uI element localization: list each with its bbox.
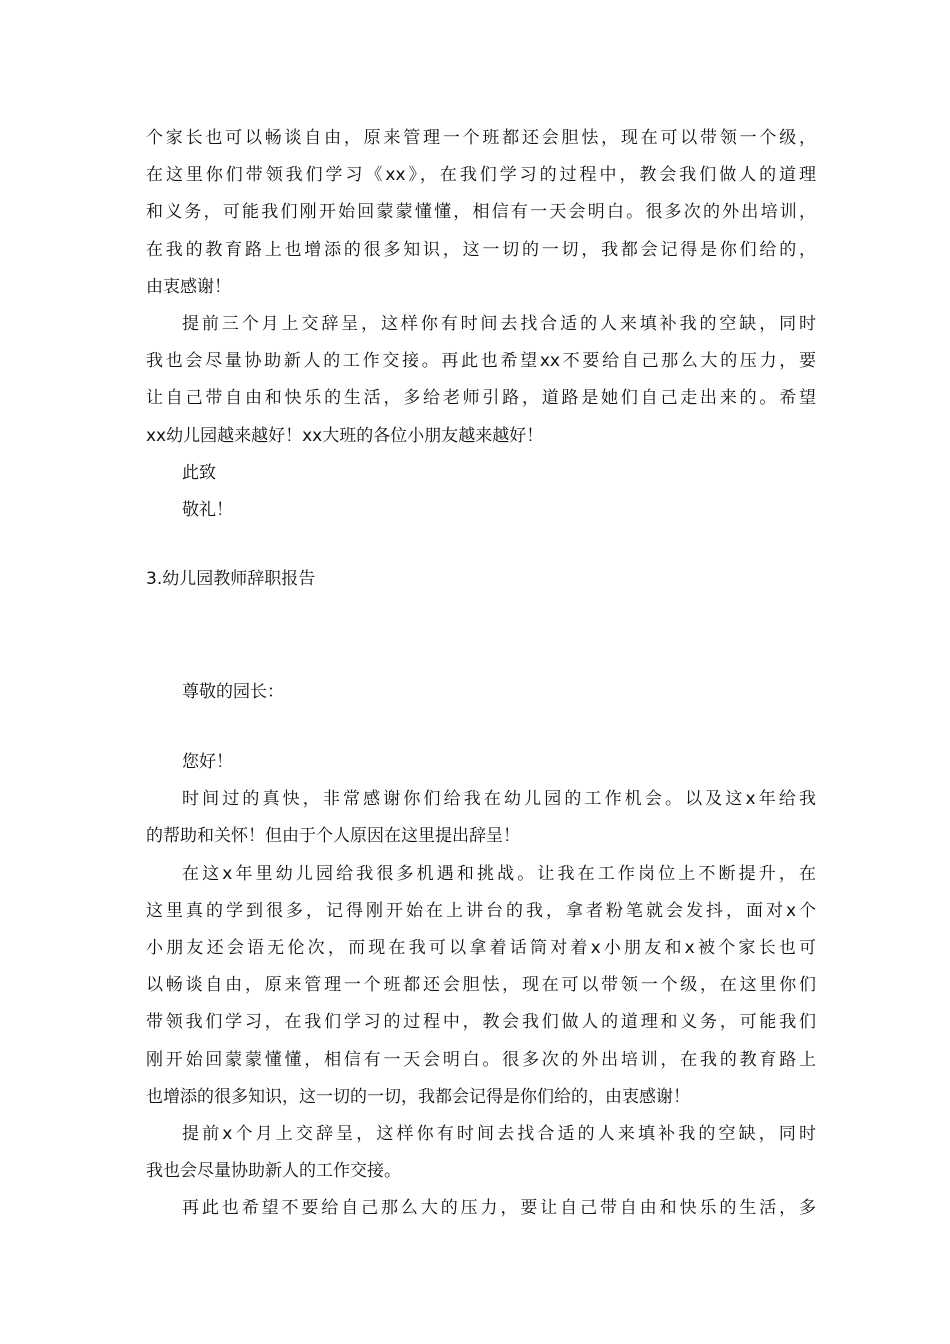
- closing-salutation: 此致: [182, 463, 216, 483]
- text-line: 我也会尽量协助新人的工作交接。: [146, 1161, 401, 1181]
- text-line: 也增添的很多知识，这一切的一切，我都会记得是你们给的，由衷感谢！: [146, 1087, 690, 1107]
- text-line: 个家长也可以畅谈自由，原来管理一个班都还会胆怯，现在可以带领一个级，: [146, 128, 816, 148]
- text-line: 带领我们学习，在我们学习的过程中，教会我们做人的道理和义务，可能我们: [146, 1012, 816, 1032]
- text-line: 和义务，可能我们刚开始回蒙蒙懂懂，相信有一天会明白。很多次的外出培训，: [146, 202, 816, 222]
- text-line: xx幼儿园越来越好！xx大班的各位小朋友越来越好！: [146, 426, 544, 446]
- text-line: 提前x个月上交辞呈，这样你有时间去找合适的人来填补我的空缺，同时: [182, 1124, 816, 1144]
- closing-regards: 敬礼！: [182, 500, 233, 520]
- text-line: 这里真的学到很多，记得刚开始在上讲台的我，拿者粉笔就会发抖，面对x个: [146, 901, 816, 921]
- text-line: 的帮助和关怀！但由于个人原因在这里提出辞呈！: [146, 826, 520, 846]
- letter-greeting: 尊敬的园长：: [182, 682, 284, 702]
- text-line: 以畅谈自由，原来管理一个班都还会胆怯，现在可以带领一个级，在这里你们: [146, 975, 816, 995]
- text-line: 刚开始回蒙蒙懂懂，相信有一天会明白。很多次的外出培训，在我的教育路上: [146, 1050, 816, 1070]
- text-line: 由衷感谢！: [146, 277, 231, 297]
- text-line: 再此也希望不要给自己那么大的压力，要让自己带自由和快乐的生活，多: [182, 1198, 816, 1218]
- section-heading: 3.幼儿园教师辞职报告: [146, 569, 316, 589]
- text-line: 时间过的真快，非常感谢你们给我在幼儿园的工作机会。以及这x年给我: [182, 789, 816, 809]
- letter-opening: 您好！: [182, 752, 233, 772]
- text-line: 小朋友还会语无伦次，而现在我可以拿着话筒对着x小朋友和x被个家长也可: [146, 938, 816, 958]
- text-line: 我也会尽量协助新人的工作交接。再此也希望xx不要给自己那么大的压力，要: [146, 351, 816, 371]
- text-line: 让自己带自由和快乐的生活，多给老师引路，道路是她们自己走出来的。希望: [146, 388, 816, 408]
- text-line: 提前三个月上交辞呈，这样你有时间去找合适的人来填补我的空缺，同时: [182, 314, 816, 334]
- text-line: 在这x年里幼儿园给我很多机遇和挑战。让我在工作岗位上不断提升，在: [182, 864, 816, 884]
- text-line: 在我的教育路上也增添的很多知识，这一切的一切，我都会记得是你们给的，: [146, 240, 816, 260]
- text-line: 在这里你们带领我们学习《xx》，在我们学习的过程中，教会我们做人的道理: [146, 165, 816, 185]
